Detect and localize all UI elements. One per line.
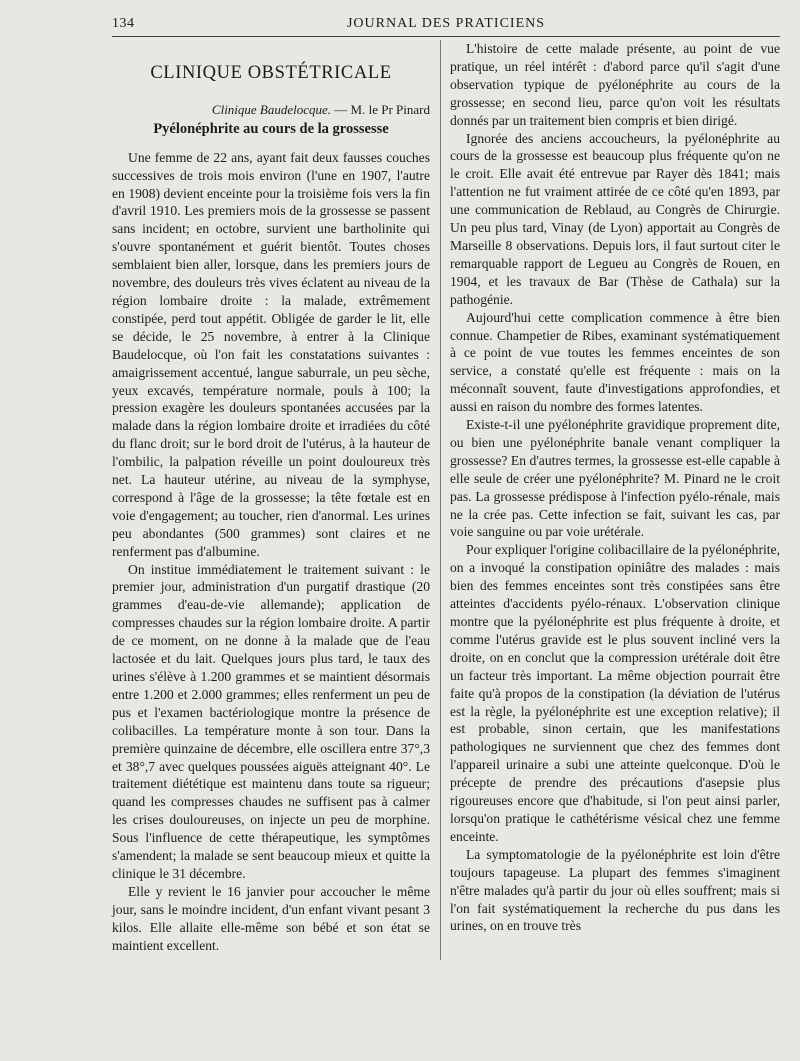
byline-author: — M. le Pr Pinard	[331, 101, 430, 117]
paragraph: L'histoire de cette malade présente, au point de vue pratique, un réel intérêt : d'abord parce qu'il s'agit d'une observation typique de pyélonéphrite au cours de la grossesse; en second lieu, parce qu'on voit les résultats donnés par un traitement bien compris et bien dirigé.	[450, 41, 780, 128]
paragraph: Aujourd'hui cette complication commence à être bien connue. Champetier de Ribes, examinant systématiquement à ce point de vue toutes les femmes enceintes de son service, a constaté qu'elle est fréquente : mais on la méconnaît souvent, faute d'investigations approfondies, et aussi en raison du nombre des formes latentes.	[450, 309, 780, 415]
column-divider	[440, 40, 441, 960]
article-title: Pyélonéphrite au cours de la grossesse	[153, 120, 389, 137]
paragraph: Existe-t-il une pyélonéphrite gravidique proprement dite, ou bien une pyélonéphrite banale venant compliquer la grossesse? En d'autres termes, la grossesse est-elle capable à elle seule de créer une pyélonéphrite? M. Pinard ne le croit pas. La grossesse prédispose à l'infection pyélo-rénale, mais ne la crée pas. Cette infection se fait, suivant les cas, par voie sanguine ou par voie urétérale.	[450, 417, 780, 540]
running-head	[112, 14, 780, 37]
paragraph: Une femme de 22 ans, ayant fait deux fausses couches successives de trois mois environ (l'une en 1907, l'autre en 1908) devient enceinte pour la troisième fois vers la fin d'avril 1910. Les premiers mois de la grossesse se passent sans incident; en octobre, survient une bartholinite qui s'ouvre spontanément et guérit bientôt. Toutes choses semblaient bien aller, lorsque, dans les premiers jours de novembre, des douleurs très vives éclatent au niveau de la région lombaire droite : la malade, extrêmement constipée, perd tout appétit. Obligée de garder le lit, elle se décide, le 25 novembre, à entrer à la Clinique Baudelocque, où l'on fait les constatations suivantes : amaigrissement accentué, langue saburrale, un peu sèche, yeux excavés, température normale, pouls à 100; la pression exagère les douleurs spontanées accusées par la malade dans la région lombaire droite et irradiées du côté du flanc droit; sur le bord droit de l'utérus, à la hauteur de l'ombilic, la palpation réveille un point douloureux très net. La hauteur utérine, au niveau de la symphyse, correspond à l'âge de la grossesse; la tête fœtale est en voie d'engagement; au toucher, rien d'anormal. Les urines peu abondantes (500 grammes) sont claires et ne renferment pas d'albumine.	[112, 149, 430, 559]
page-number: 134	[112, 16, 135, 31]
right-column	[450, 40, 780, 935]
paragraph: La symptomatologie de la pyélonéphrite est loin d'être toujours tapageuse. La plupart des femmes s'imaginent n'être malades qu'à partir du jour où elles souffrent; mais si l'on fait systématiquement la recherche du pus dans les urines, on en trouve très	[450, 846, 780, 934]
paragraph: On institue immédiatement le traitement suivant : le premier jour, administration d'un purgatif drastique (20 grammes d'eau-de-vie allemande); application de compresses chaudes sur la région lombaire droite. A partir de ce moment, on ne donne à la malade que de l'eau lactosée et du lait. Quelques jours plus tard, le taux des urines s'élève à 1.200 grammes et se maintient désormais entre 1.200 et 2.000 grammes; elles renferment un peu de pus et l'examen bactériologique montre la présence de colibacilles. La température monte à son tour. Dans la première quinzaine de décembre, elle oscillera entre 37°,3 et 38°,7 avec quelques poussées aiguës atteignant 40°. Le traitement diététique est maintenu dans toute sa rigueur; quand les compresses chaudes ne suffisent pas à calmer les crises douloureuses, on injecte un peu de morphine. Sous l'influence de cette thérapeutique, les symptômes s'amendent; la malade se sent beaucoup mieux et quitte la clinique le 31 décembre.	[112, 561, 430, 881]
paragraph: Ignorée des anciens accoucheurs, la pyélonéphrite au cours de la grossesse est beaucoup plus fréquente qu'on ne le croit. Elle avait été entrevue par Rayer dès 1841; mais l'attention ne fut vraiment attirée de ce côté qu'en 1893, par une communication de Reblaud, au Congrès de Chirurgie. Un peu plus tard, Vinay (de Lyon) apportait au Congrès de Marseille 8 observations. Depuis lors, il faut surtout citer le remarquable rapport de Legueu au Congrès de Rouen, en 1904, et les travaux de Bar (Thèse de Cathala) sur la pathogénie.	[450, 130, 780, 307]
journal-title: JOURNAL DES PRATICIENS	[346, 16, 546, 31]
paragraph: Pour expliquer l'origine colibacillaire de la pyélonéphrite, on a invoqué la constipation opiniâtre des malades : mais bien des femmes enceintes sont très constipées sans être atteintes d'accidents pyélo-rénaux. L'observation clinique montre que la pyélonéphrite est plus fréquente à droite, et comme l'utérus gravide est le plus souvent incliné vers la droite, on en conclut que la compression urétérale doit être un facteur très important. La même objection pourrait être faite qu'à propos de la constipation (la déviation de l'utérus est la règle, la pyélonéphrite est une exception relative); il est probable, sinon certain, que les manifestations pathologiques ne surviennent que chez des femmes dont l'appareil urinaire a subi une atteinte quelconque. D'où le précepte de prendre des précautions d'asepsie plus rigoureuses encore que d'habitude, si l'on peut ainsi parler, lorsqu'on pratique le cathétérisme vésical chez une femme enceinte.	[450, 542, 780, 844]
left-column	[112, 40, 430, 955]
byline	[112, 101, 430, 119]
byline-clinic: Clinique Baudelocque.	[211, 101, 332, 117]
section-title: CLINIQUE OBSTÉTRICALE	[150, 63, 392, 83]
paragraph: Elle y revient le 16 janvier pour accoucher le même jour, sans le moindre incident, d'un enfant vivant pesant 3 kilos. Elle allaite elle-même son bébé et son état se maintient excellent.	[112, 883, 430, 953]
